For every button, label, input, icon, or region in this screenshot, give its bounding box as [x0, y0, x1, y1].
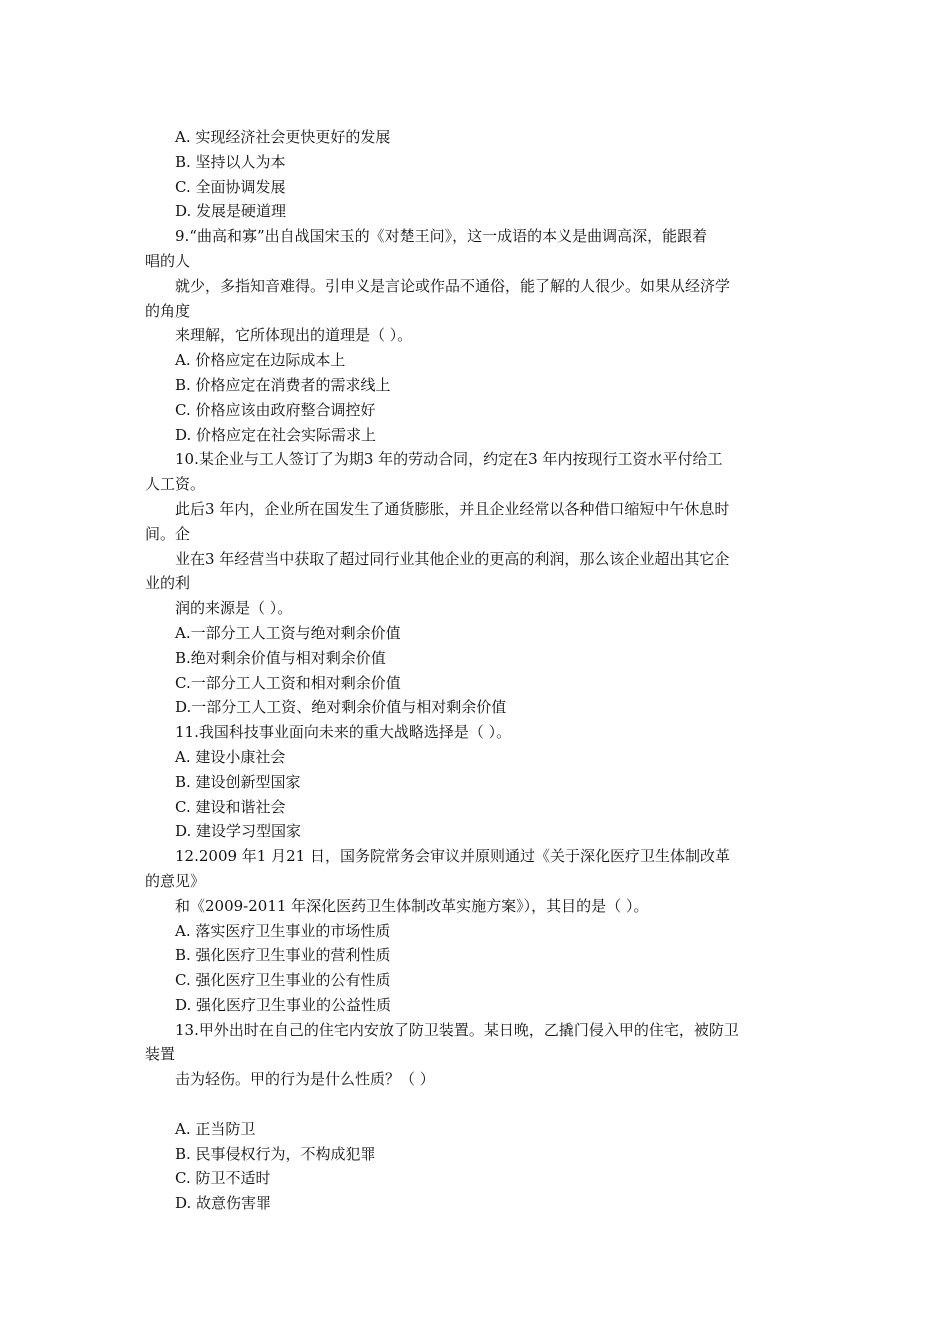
question-10-line-4: 间。企 [145, 524, 191, 543]
option-d-q12: D. 强化医疗卫生事业的公益性质 [175, 995, 392, 1014]
option-a-q10: A.一部分工人工资与绝对剩余价值 [175, 623, 401, 642]
option-c-q11: C. 建设和谐社会 [175, 797, 286, 816]
question-13-line-3: 击为轻伤。甲的行为是什么性质？（ ） [175, 1070, 435, 1089]
option-a-q8: A. 实现经济社会更快更好的发展 [175, 128, 391, 146]
question-12-line-2: 的意见》 [145, 871, 206, 890]
option-d-q8: D. 发展是硬道理 [175, 202, 287, 221]
question-10-line-2: 人工资。 [145, 475, 206, 494]
document-page [145, 125, 810, 1216]
option-a-q12: A. 落实医疗卫生事业的市场性质 [175, 921, 391, 940]
question-9-line-1: 9.“曲高和寡”出自战国宋玉的《对楚王问》，这一成语的本义是曲调高深，能跟着 [175, 227, 708, 246]
option-b-q11: B. 建设创新型国家 [175, 772, 301, 791]
question-10-line-5: 业在3 年经营当中获取了超过同行业其他企业的更高的利润，那么该企业超出其它企 [175, 549, 730, 568]
option-d-q10: D.一部分工人工资、绝对剩余价值与相对剩余价值 [175, 698, 507, 717]
question-9-line-4: 的角度 [145, 301, 191, 320]
question-9-line-2: 唱的人 [145, 251, 191, 270]
option-c-q8: C. 全面协调发展 [175, 177, 286, 196]
question-12-line-1: 12.2009 年1 月21 日，国务院常务会审议并原则通过《关于深化医疗卫生体制改革 [175, 847, 730, 866]
question-10-line-6: 业的利 [145, 574, 191, 593]
option-d-q9: D. 价格应定在社会实际需求上 [175, 425, 377, 444]
question-10-line-3: 此后3 年内，企业所在国发生了通货膨胀，并且企业经常以各种借口缩短中午休息时 [175, 499, 730, 518]
option-c-q10: C.一部分工人工资和相对剩余价值 [175, 673, 401, 692]
option-a-q13: A. 正当防卫 [175, 1119, 256, 1138]
question-10-line-1: 10.某企业与工人签订了为期3 年的劳动合同，约定在3 年内按现行工资水平付给工 [175, 450, 723, 469]
question-9-line-3: 就少，多指知音难得。引申义是言论或作品不通俗，能了解的人很少。如果从经济学 [175, 276, 731, 295]
question-13-line-1: 13.甲外出时在自己的住宅内安放了防卫装置。某日晚，乙撬门侵入甲的住宅，被防卫 [175, 1020, 739, 1039]
question-9-line-5: 来理解，它所体现出的道理是（ ）。 [175, 326, 413, 345]
option-c-q9: C. 价格应该由政府整合调控好 [175, 400, 376, 419]
option-b-q10: B.绝对剩余价值与相对剩余价值 [175, 648, 386, 667]
question-12-line-3: 和《2009-2011 年深化医药卫生体制改革实施方案》），其目的是（ ）。 [175, 896, 649, 915]
blank-spacer [145, 1092, 810, 1117]
question-11: 11.我国科技事业面向未来的重大战略选择是（ ）。 [175, 723, 512, 742]
option-c-q13: C. 防卫不适时 [175, 1169, 271, 1188]
option-b-q9: B. 价格应定在消费者的需求线上 [175, 375, 391, 394]
question-13-line-2: 装置 [145, 1045, 176, 1064]
option-b-q8: B. 坚持以人为本 [175, 152, 286, 171]
option-d-q13: D. 故意伤害罪 [175, 1194, 272, 1213]
option-b-q12: B. 强化医疗卫生事业的营利性质 [175, 946, 391, 965]
option-d-q11: D. 建设学习型国家 [175, 822, 302, 841]
option-b-q13: B. 民事侵权行为，不构成犯罪 [175, 1144, 376, 1163]
option-a-q11: A. 建设小康社会 [175, 747, 286, 766]
option-c-q12: C. 强化医疗卫生事业的公有性质 [175, 971, 391, 990]
question-10-line-7: 润的来源是（ ）。 [175, 599, 293, 618]
option-a-q9: A. 价格应定在边际成本上 [175, 351, 346, 370]
